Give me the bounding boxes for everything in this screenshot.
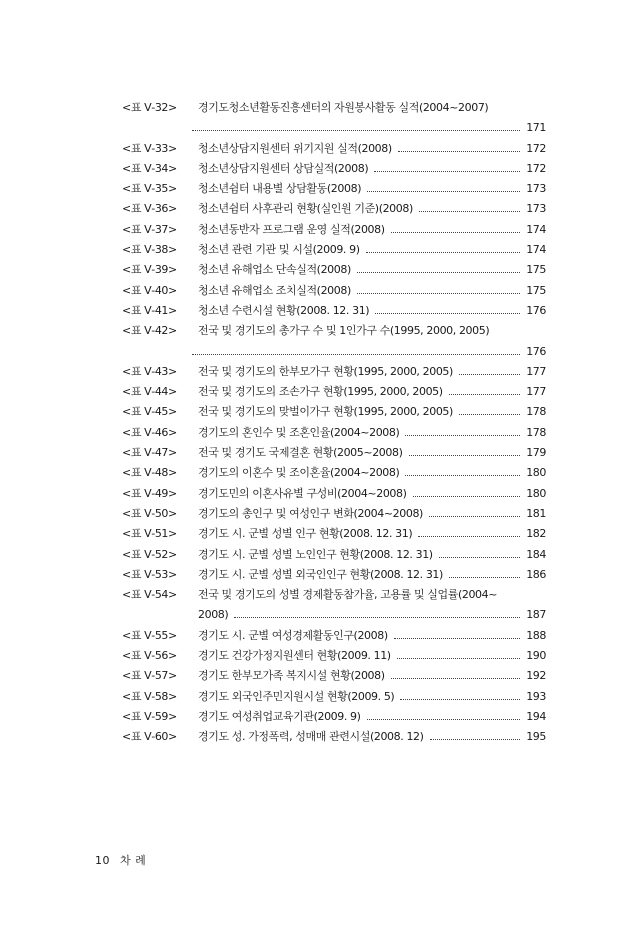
- toc-entry-title: 청소년쉼터 사후관리 현황(실인원 기준)(2008): [198, 202, 413, 216]
- toc-entry[interactable]: [122, 240, 546, 260]
- toc-entry[interactable]: [122, 321, 546, 362]
- toc-entry-title: 경기도 성. 가정폭력, 성매매 관련시설(2008. 12): [198, 730, 424, 744]
- toc-entry-title: 경기도민의 이혼사유별 구성비(2004~2008): [198, 486, 407, 500]
- toc-entry-page: 177: [526, 364, 546, 378]
- toc-entry-title: 청소년쉼터 내용별 상담활동(2008): [198, 182, 362, 196]
- toc-entry-page: 181: [526, 506, 546, 520]
- toc-entry-label: <표 Ⅴ-49>: [122, 486, 177, 500]
- toc-entry-title: 청소년 유해업소 단속실적(2008): [198, 263, 351, 277]
- toc-entry[interactable]: [122, 585, 546, 626]
- toc-entry[interactable]: [122, 139, 546, 159]
- toc-entry-title: 청소년상담지원센터 상담실적(2008): [198, 161, 369, 175]
- toc-entry-leader: [234, 617, 520, 618]
- footer-section-title: 차 례: [120, 854, 147, 867]
- toc-entry-label: <표 Ⅴ-34>: [122, 161, 177, 175]
- toc-entry-leader: [405, 475, 520, 476]
- toc-entry[interactable]: [122, 484, 546, 504]
- toc-entry[interactable]: [122, 281, 546, 301]
- toc-entry-label: <표 Ⅴ-44>: [122, 385, 177, 399]
- toc-entry[interactable]: [122, 382, 546, 402]
- toc-entry-leader: [449, 577, 520, 578]
- toc-entry-label: <표 Ⅴ-45>: [122, 405, 177, 419]
- toc-entry-leader: [367, 191, 520, 192]
- toc-entry-label: <표 Ⅴ-32>: [122, 101, 177, 114]
- toc-entry-page: 175: [526, 263, 546, 277]
- toc-entry-page: 174: [526, 222, 546, 236]
- toc-entry[interactable]: [122, 443, 546, 463]
- toc-entry-label: <표 Ⅴ-51>: [122, 527, 177, 541]
- toc-entry-label: <표 Ⅴ-58>: [122, 689, 177, 703]
- toc-entry-leader: [439, 557, 520, 558]
- toc-entry-label: <표 Ⅴ-47>: [122, 446, 177, 460]
- toc-entry-label: <표 Ⅴ-55>: [122, 628, 177, 642]
- toc-entry-leader: [459, 414, 520, 415]
- page-footer: [95, 852, 146, 868]
- toc-entry-page: 176: [526, 303, 546, 317]
- toc-entry-label: <표 Ⅴ-53>: [122, 567, 177, 581]
- toc-entry-label: <표 Ⅴ-50>: [122, 506, 177, 520]
- toc-entry-leader: [430, 739, 520, 740]
- toc-entry-leader: [459, 374, 520, 375]
- toc-entry-label: <표 Ⅴ-46>: [122, 425, 177, 439]
- toc-entry-leader: [391, 678, 520, 679]
- toc-entry-title: 청소년 유해업소 조치실적(2008): [198, 283, 351, 297]
- table-of-contents: [122, 98, 546, 748]
- toc-entry-label: <표 Ⅴ-43>: [122, 364, 177, 378]
- toc-entry-label: <표 Ⅴ-36>: [122, 202, 177, 216]
- toc-entry-leader: [405, 435, 520, 436]
- toc-entry-leader: [394, 638, 520, 639]
- toc-entry-page: 174: [526, 243, 546, 257]
- toc-entry[interactable]: [122, 687, 546, 707]
- toc-entry-page: 178: [526, 425, 546, 439]
- toc-entry-title: 경기도 시. 군별 성별 인구 현황(2008. 12. 31): [198, 527, 413, 541]
- toc-entry[interactable]: [122, 646, 546, 666]
- toc-entry-label: <표 Ⅴ-60>: [122, 730, 177, 744]
- toc-entry-page: 180: [526, 466, 546, 480]
- toc-entry-label: <표 Ⅴ-40>: [122, 283, 177, 297]
- toc-entry[interactable]: [122, 727, 546, 747]
- toc-entry-title: 경기도 여성취업교육기관(2009. 9): [198, 709, 361, 723]
- toc-entry-title: 경기도 시. 군별 성별 노인인구 현황(2008. 12. 31): [198, 547, 433, 561]
- toc-entry-title: 경기도 시. 군별 성별 외국인인구 현황(2008. 12. 31): [198, 567, 443, 581]
- toc-entry-title: 전국 및 경기도의 성별 경제활동참가율, 고용률 및 실업률(2004~: [198, 588, 498, 602]
- toc-entry-title: 전국 및 경기도의 한부모가구 현황(1995, 2000, 2005): [198, 364, 453, 378]
- toc-entry-label: <표 Ⅴ-54>: [122, 588, 177, 602]
- toc-entry-leader: [192, 354, 520, 355]
- toc-entry[interactable]: [122, 179, 546, 199]
- toc-entry-title: 경기도청소년활동진흥센터의 자원봉사활동 실적(2004~2007): [198, 101, 489, 114]
- toc-entry[interactable]: [122, 98, 546, 139]
- toc-entry-title: 경기도의 이혼수 및 조이혼율(2004~2008): [198, 466, 400, 480]
- toc-entry[interactable]: [122, 565, 546, 585]
- toc-entry-page: 173: [526, 202, 546, 216]
- toc-entry-label: <표 Ⅴ-56>: [122, 649, 177, 663]
- toc-entry-title: 전국 및 경기도의 총가구 수 및 1인가구 수(1995, 2000, 2005): [198, 324, 490, 338]
- toc-entry-page: 188: [526, 628, 546, 642]
- toc-entry-label: <표 Ⅴ-59>: [122, 709, 177, 723]
- toc-entry-leader: [413, 496, 520, 497]
- toc-entry-page: 192: [526, 669, 546, 683]
- toc-entry-leader: [400, 699, 520, 700]
- toc-entry-page: 186: [526, 567, 546, 581]
- toc-entry-leader: [357, 272, 520, 273]
- toc-entry-title-continued: 2008): [198, 608, 229, 622]
- toc-entry-title: 전국 및 경기도 국제결혼 현황(2005~2008): [198, 446, 403, 460]
- toc-entry-leader: [391, 232, 520, 233]
- toc-entry-page: 179: [526, 446, 546, 460]
- toc-entry[interactable]: [122, 707, 546, 727]
- toc-entry-page: 184: [526, 547, 546, 561]
- toc-entry-page: 182: [526, 527, 546, 541]
- toc-entry-page: 172: [526, 141, 546, 155]
- toc-entry-label: <표 Ⅴ-35>: [122, 182, 177, 196]
- toc-entry[interactable]: [122, 524, 546, 544]
- toc-entry-label: <표 Ⅴ-33>: [122, 141, 177, 155]
- toc-entry-title: 경기도 건강가정지원센터 현황(2009. 11): [198, 649, 391, 663]
- toc-entry-label: <표 Ⅴ-48>: [122, 466, 177, 480]
- toc-entry-title: 경기도의 혼인수 및 조혼인율(2004~2008): [198, 425, 400, 439]
- toc-entry[interactable]: [122, 199, 546, 219]
- toc-entry-leader: [449, 394, 520, 395]
- toc-entry[interactable]: [122, 666, 546, 686]
- toc-entry-leader: [367, 719, 520, 720]
- toc-entry-page: 180: [526, 486, 546, 500]
- toc-entry-leader: [397, 658, 520, 659]
- toc-entry-title: 청소년상담지원센터 위기지원 실적(2008): [198, 141, 392, 155]
- toc-entry-label: <표 Ⅴ-39>: [122, 263, 177, 277]
- toc-entry-leader: [375, 313, 520, 314]
- toc-entry[interactable]: [122, 301, 546, 321]
- toc-entry[interactable]: [122, 362, 546, 382]
- toc-entry-page: 187: [526, 608, 546, 622]
- toc-entry-leader: [357, 293, 520, 294]
- toc-entry-title: 청소년 관련 기관 및 시설(2009. 9): [198, 243, 360, 257]
- toc-entry[interactable]: [122, 402, 546, 422]
- toc-entry-title: 청소년동반자 프로그램 운영 실적(2008): [198, 222, 385, 236]
- toc-entry[interactable]: [122, 626, 546, 646]
- toc-entry-title: 청소년 수련시설 현황(2008. 12. 31): [198, 303, 370, 317]
- toc-entry-label: <표 Ⅴ-37>: [122, 222, 177, 236]
- toc-entry-leader: [398, 151, 520, 152]
- toc-entry-title: 경기도 한부모가족 복지시설 현황(2008): [198, 669, 385, 683]
- toc-entry-page: 171: [526, 121, 546, 135]
- toc-entry-leader: [374, 171, 520, 172]
- toc-entry-title: 전국 및 경기도의 조손가구 현황(1995, 2000, 2005): [198, 385, 443, 399]
- toc-entry-title: 경기도 시. 군별 여성경제활동인구(2008): [198, 628, 388, 642]
- toc-entry[interactable]: [122, 545, 546, 565]
- toc-entry-label: <표 Ⅴ-57>: [122, 669, 177, 683]
- toc-entry[interactable]: [122, 159, 546, 179]
- toc-entry-page: 194: [526, 709, 546, 723]
- toc-entry[interactable]: [122, 504, 546, 524]
- toc-entry-label: <표 Ⅴ-42>: [122, 324, 177, 338]
- toc-entry-page: 177: [526, 385, 546, 399]
- toc-entry-title: 경기도 외국인주민지원시설 현황(2009. 5): [198, 689, 395, 703]
- toc-entry-label: <표 Ⅴ-52>: [122, 547, 177, 561]
- toc-entry[interactable]: [122, 463, 546, 483]
- toc-entry-page: 172: [526, 161, 546, 175]
- toc-entry-leader: [418, 536, 520, 537]
- footer-page-number: 10: [95, 854, 110, 867]
- toc-entry-label: <표 Ⅴ-41>: [122, 303, 177, 317]
- toc-entry-page: 175: [526, 283, 546, 297]
- toc-entry-leader: [419, 211, 520, 212]
- toc-entry-leader: [192, 130, 520, 131]
- toc-entry-leader: [429, 516, 520, 517]
- toc-entry-title: 전국 및 경기도의 맞벌이가구 현황(1995, 2000, 2005): [198, 405, 453, 419]
- toc-entry-page: 195: [526, 730, 546, 744]
- toc-entry[interactable]: [122, 260, 546, 280]
- toc-entry-page: 173: [526, 182, 546, 196]
- toc-entry-leader: [409, 455, 521, 456]
- toc-entry-leader: [366, 252, 520, 253]
- toc-entry-title: 경기도의 총인구 및 여성인구 변화(2004~2008): [198, 506, 423, 520]
- toc-entry-label: <표 Ⅴ-38>: [122, 243, 177, 257]
- toc-entry[interactable]: [122, 423, 546, 443]
- toc-entry-page: 193: [526, 689, 546, 703]
- toc-entry[interactable]: [122, 220, 546, 240]
- toc-entry-page: 178: [526, 405, 546, 419]
- toc-entry-page: 190: [526, 649, 546, 663]
- toc-entry-page: 176: [526, 344, 546, 358]
